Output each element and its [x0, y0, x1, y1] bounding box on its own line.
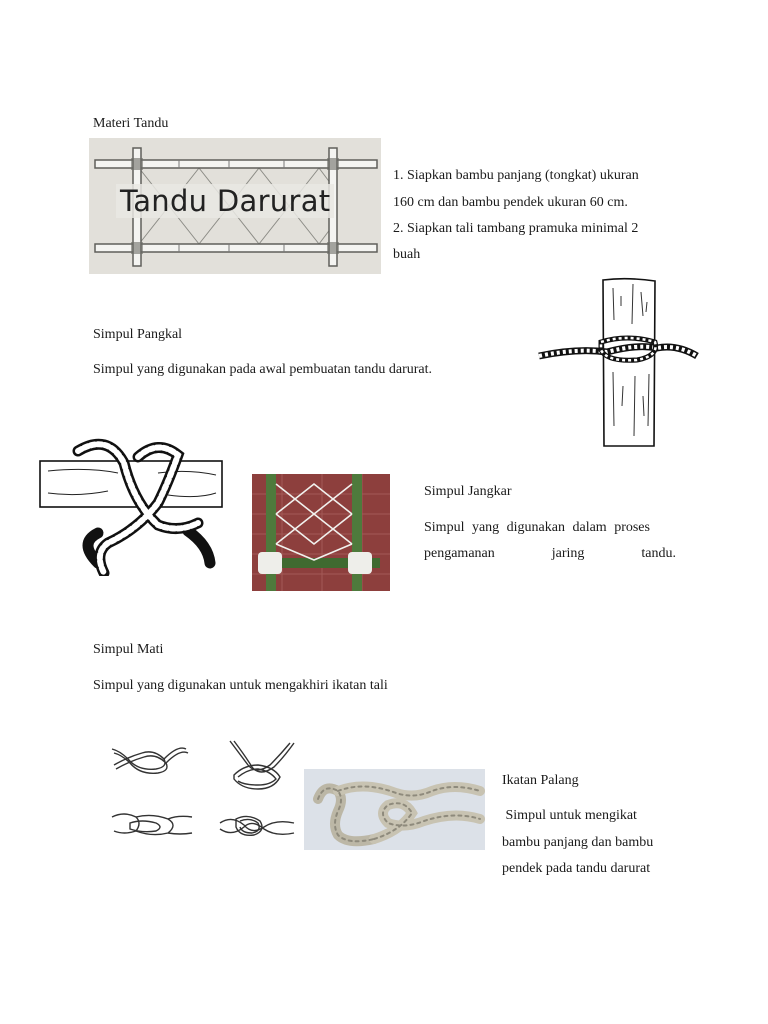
materi-step-line-4: buah: [393, 247, 421, 262]
justified-text: Simpul yang digunakan dalam proses: [424, 520, 650, 535]
jangkar-description-line-2: [424, 541, 676, 567]
stretcher-net-photo: [252, 474, 390, 591]
timber-hitch-knot-illustration: [38, 433, 224, 576]
reef-knot-photo: [304, 769, 485, 850]
mati-description: Simpul yang digunakan untuk mengakhiri ikatan tali: [93, 678, 388, 693]
materi-step-line-1: 1. Siapkan bambu panjang (tongkat) ukuran: [393, 168, 639, 183]
palang-description-line-2: bambu panjang dan bambu: [502, 835, 654, 850]
justified-line-1: [424, 515, 676, 541]
word-tandu: tandu.: [641, 546, 676, 561]
jangkar-description-line-1: [424, 515, 676, 541]
word-jaring: jaring: [551, 546, 585, 561]
palang-heading: Ikatan Palang: [502, 773, 579, 788]
materi-step-line-3: 2. Siapkan tali tambang pramuka minimal 2: [393, 221, 639, 236]
justified-line-2: [424, 541, 676, 567]
clove-hitch-post-illustration: [537, 276, 700, 448]
jangkar-heading: Simpul Jangkar: [424, 484, 512, 499]
square-knot-steps-illustration: [108, 735, 300, 853]
materi-heading: Materi Tandu: [93, 116, 169, 131]
palang-description-line-1: Simpul untuk mengikat: [502, 808, 637, 823]
banner-title: Tandu Darurat: [116, 184, 334, 218]
mati-heading: Simpul Mati: [93, 642, 164, 657]
palang-description-line-3: pendek pada tandu darurat: [502, 861, 651, 876]
word-pengamanan: pengamanan: [424, 546, 495, 561]
materi-step-line-2: 160 cm dan bambu pendek ukuran 60 cm.: [393, 195, 628, 210]
pangkal-heading: Simpul Pangkal: [93, 327, 183, 342]
pangkal-description: Simpul yang digunakan pada awal pembuatan tandu darurat.: [93, 362, 433, 377]
tandu-darurat-banner: [89, 138, 381, 274]
